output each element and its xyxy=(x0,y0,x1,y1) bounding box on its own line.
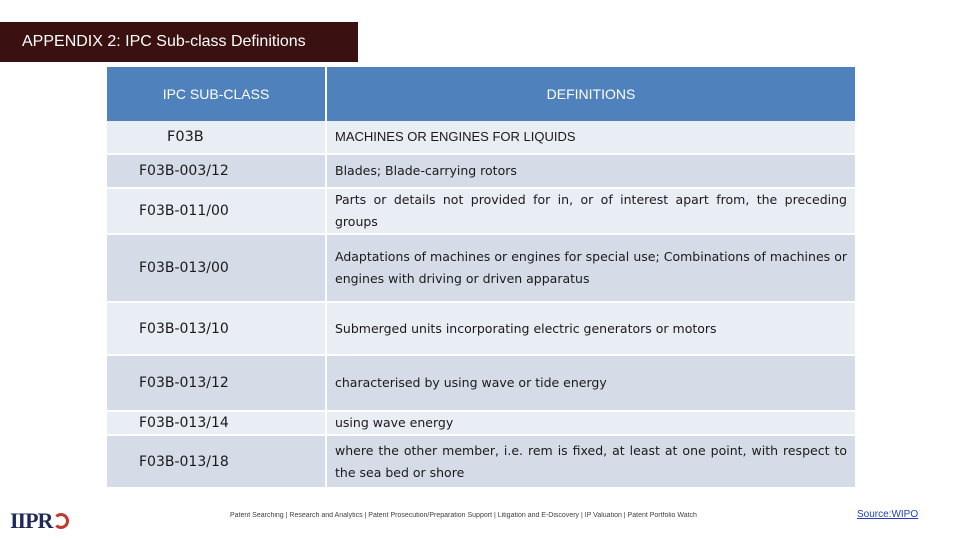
subclass-code: F03B-013/10 xyxy=(107,303,327,356)
subclass-definition: Parts or details not provided for in, or of interest apart from, the preceding groups xyxy=(327,189,855,235)
subclass-definition: where the other member, i.e. rem is fixed, at least at one point, with respect to the sea bed or shore xyxy=(327,436,855,489)
ipc-definitions-table xyxy=(107,67,855,489)
logo-mark-icon xyxy=(53,513,69,529)
page-title: APPENDIX 2: IPC Sub-class Definitions xyxy=(0,22,358,62)
column-header-subclass: IPC SUB-CLASS xyxy=(107,67,327,121)
subclass-code: F03B-013/12 xyxy=(107,356,327,412)
subclass-code: F03B-013/14 xyxy=(107,412,327,436)
subclass-definition: using wave energy xyxy=(327,412,855,436)
footer-services: Patent Searching | Research and Analytics | Patent Prosecution/Preparation Support | Litigation and E-Discovery | IP Valuation | Patent Portfolio Watch xyxy=(230,512,697,519)
table-row xyxy=(107,303,855,356)
logo-text: IIPR xyxy=(10,508,53,533)
subclass-definition: characterised by using wave or tide energy xyxy=(327,356,855,412)
subclass-code: F03B-011/00 xyxy=(107,189,327,235)
subclass-definition: Adaptations of machines or engines for special use; Combinations of machines or engines with driving or driven apparatus xyxy=(327,235,855,303)
source-link[interactable]: Source:WIPO xyxy=(857,509,919,520)
subclass-definition: Blades; Blade-carrying rotors xyxy=(327,155,855,189)
subclass-code: F03B xyxy=(107,121,327,155)
subclass-code: F03B-013/18 xyxy=(107,436,327,489)
subclass-code: F03B-003/12 xyxy=(107,155,327,189)
table-header-row xyxy=(107,67,855,121)
subclass-definition: MACHINES OR ENGINES FOR LIQUIDS xyxy=(327,121,855,155)
table-row xyxy=(107,412,855,436)
table-row xyxy=(107,436,855,489)
subclass-definition: Submerged units incorporating electric generators or motors xyxy=(327,303,855,356)
subclass-code: F03B-013/00 xyxy=(107,235,327,303)
table-row xyxy=(107,356,855,412)
table-row xyxy=(107,235,855,303)
table-row xyxy=(107,121,855,155)
column-header-definitions: DEFINITIONS xyxy=(327,67,855,121)
table-row xyxy=(107,189,855,235)
table-row xyxy=(107,155,855,189)
company-logo xyxy=(10,508,69,534)
